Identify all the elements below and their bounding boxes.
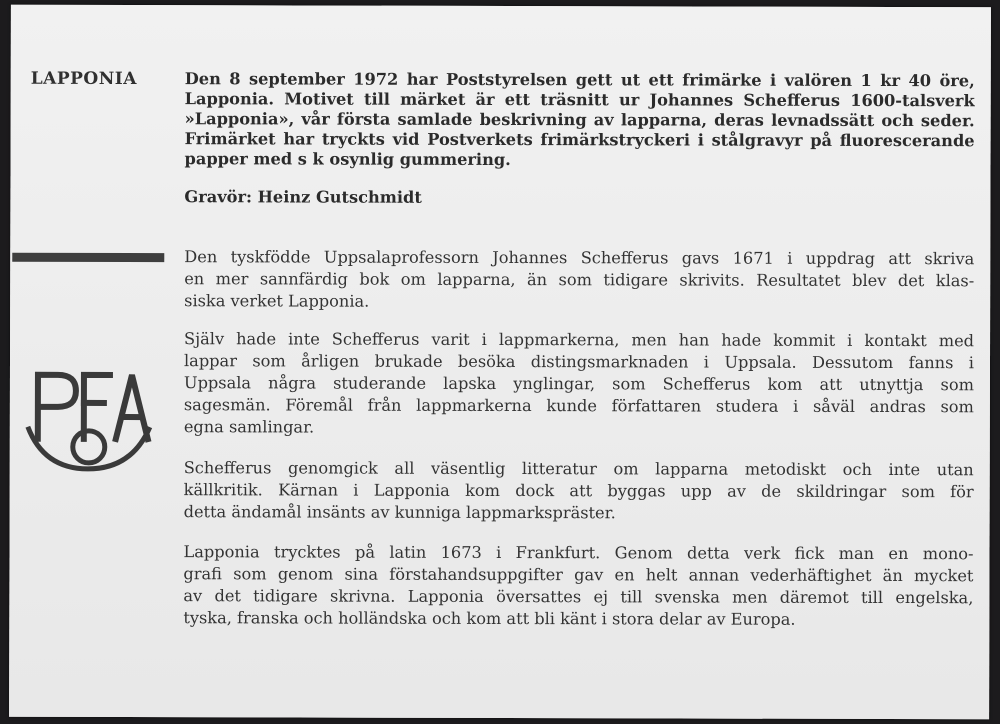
paragraph-line: siska verket Lapponia. xyxy=(184,291,370,311)
paragraph-line: Själv hade inte Schefferus varit i lappmarkerna, men han hade kommit i kontakt med xyxy=(184,329,975,351)
body-paragraph xyxy=(184,328,974,440)
body-paragraph xyxy=(184,246,974,314)
intro-line: Lapponia. Motivet till märket är ett träsnitt ur Johannes Schefferus 1600-talsverk xyxy=(184,89,975,111)
paragraph-line: Uppsala några studerande lapska ynglingar, som Schefferus kom att utnyttja som xyxy=(183,373,974,395)
body-paragraph xyxy=(184,457,974,525)
intro-line: papper med s k osynlig gummering. xyxy=(184,149,511,170)
intro-line: Den 8 september 1972 har Poststyrelsen gett ut ett frimärke i valören 1 kr 40 öre, xyxy=(184,69,975,91)
paragraph-line: lappar som årligen brukade besöka distingsmarknaden i Uppsala. Dessutom fanns i xyxy=(183,351,975,373)
intro-line: »Lapponia», vår första samlade beskrivning av lapparna, deras levnadssätt och seder. xyxy=(184,109,975,131)
engraver-credit xyxy=(184,187,974,209)
section-divider-bar xyxy=(12,253,164,262)
paragraph-line: källkritik. Kärnan i Lapponia kom dock att byggas upp av de skildringar som för xyxy=(183,480,974,502)
pfa-logo xyxy=(24,365,154,475)
paragraph-line: tyska, franska och holländska och kom att bli känt i stora delar av Europa. xyxy=(183,608,796,629)
body-paragraph xyxy=(183,541,973,631)
paragraph-line: Lapponia trycktes på latin 1673 i Frankfurt. Genom detta verk fick man en mono- xyxy=(183,542,974,564)
paragraph-line: sagesmän. Föremål från lappmarkerna kunde författaren studera i såväl andras som xyxy=(183,395,974,417)
intro-line: Frimärket har tryckts vid Postverkets frimärkstryckeri i stålgravyr på fluorescerande xyxy=(184,129,975,151)
paragraph-line: grafi som genom sina förstahandsuppgifter gav en helt annan vederhäftighet än mycket xyxy=(183,564,974,586)
paragraph-line: en mer sannfärdig bok om lapparna, än som tidigare skrivits. Resultatet blev det klas- xyxy=(184,269,975,291)
paragraph-line: detta ändamål insänts av kunniga lappmarkspräster. xyxy=(183,502,616,523)
paragraph-line: av det tidigare skrivna. Lapponia översattes ej till svenska men däremot till engelska, xyxy=(183,586,974,608)
intro-paragraph xyxy=(185,69,975,171)
engraver-line: Gravör: Heinz Gutschmidt xyxy=(184,187,422,207)
paragraph-line: Den tyskfödde Uppsalaprofessorn Johannes Schefferus gavs 1671 i uppdrag att skriva xyxy=(184,247,975,269)
document-heading: LAPPONIA xyxy=(30,68,137,90)
paragraph-line: Schefferus genomgick all väsentlig litteratur om lapparna metodiskt och inte utan xyxy=(183,458,974,480)
paragraph-line: egna samlingar. xyxy=(183,417,315,437)
document-card xyxy=(9,5,991,720)
